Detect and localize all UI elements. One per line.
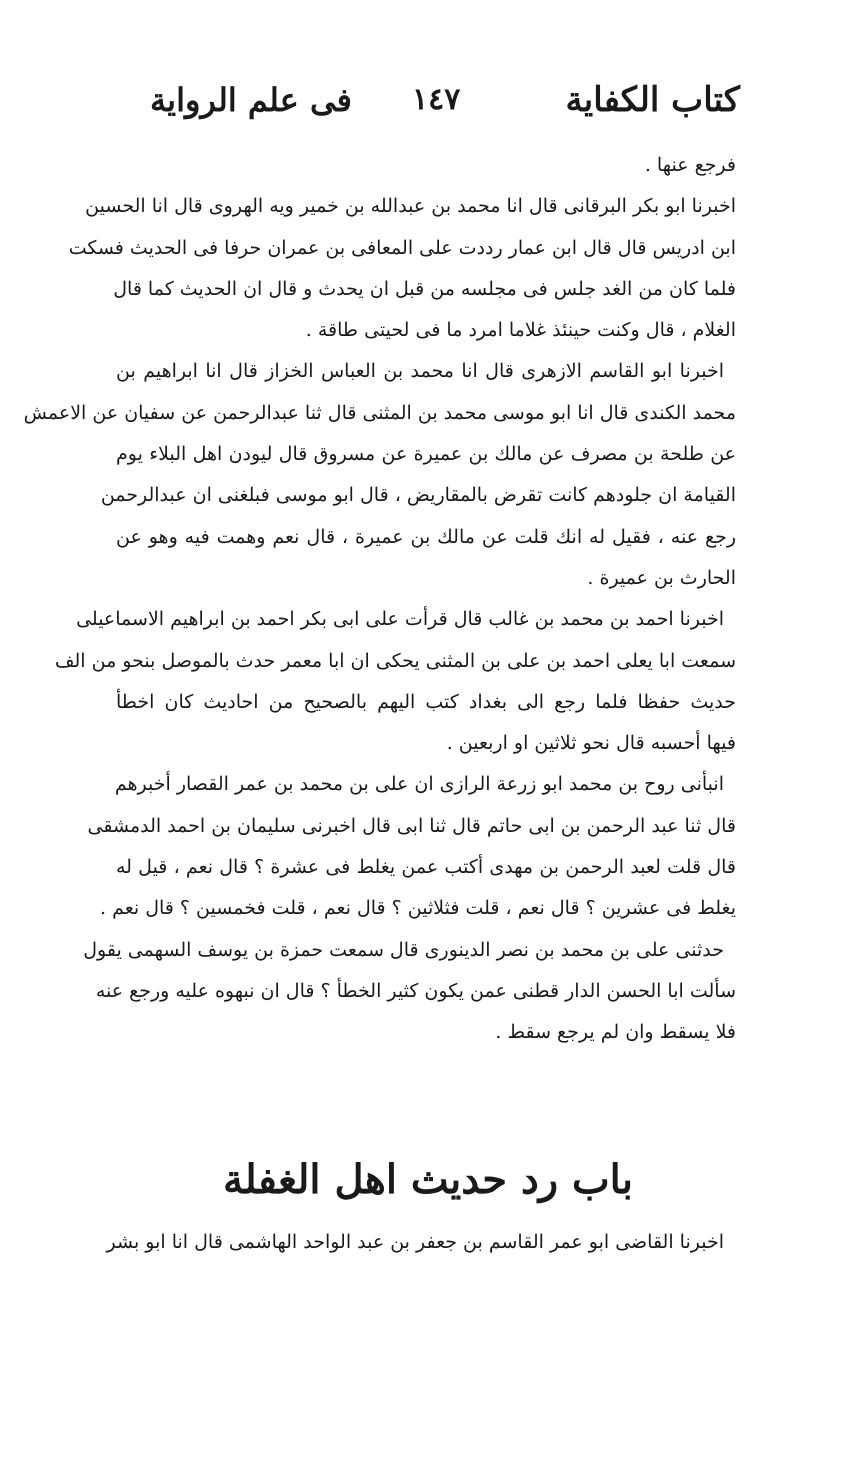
text-line: يغلط فى عشرين ؟ قال نعم ، قلت فثلاثين ؟ قال نعم ، قلت فخمسين ؟ قال نعم . — [100, 897, 736, 920]
text-line: القيامة ان جلودهم كانت تقرض بالمقاريض ، قال ابو موسى فبلغنى ان عبدالرحمن — [100, 484, 736, 507]
text-line: حدثنى على بن محمد بن نصر الدينورى قال سمعت حمزة بن يوسف السهمى يقول — [83, 938, 724, 961]
text-line: سألت ابا الحسن الدار قطنى عمن يكون كثير الخطأ ؟ قال ان نبهوه عليه ورجع عنه — [95, 979, 736, 1002]
text-line: الغلام ، قال وكنت حينئذ غلاما امرد ما فى لحيتى طاقة . — [305, 319, 736, 342]
text-line: ابن ادريس قال قال ابن عمار رددت على المعافى بن عمران حرفا فى الحديث فسكت — [68, 236, 736, 259]
text-line: فرجع عنها . — [644, 154, 736, 176]
text-line: فلما كان من الغد جلس فى مجلسه من قبل ان يحدث و قال ان الحديث كما قال — [113, 277, 736, 300]
text-line: محمد الكندى قال انا ابو موسى محمد بن المثنى قال ثنا عبدالرحمن عن سفيان عن الاعمش — [23, 401, 736, 424]
page-number: ١٤٧ — [412, 82, 461, 117]
running-subtitle: فى علم الرواية — [150, 81, 352, 119]
page-header — [150, 78, 740, 128]
text-line: حديث حفظا فلما رجع الى بغداد كتب اليهم بالصحيح من احاديث كان اخطأ — [116, 690, 736, 713]
running-title: كتاب الكفاية — [565, 80, 740, 120]
text-line: اخبرنا احمد بن محمد بن غالب قال قرأت على ابى بكر احمد بن ابراهيم الاسماعيلى — [76, 608, 724, 631]
text-line: فلا يسقط وان لم يرجع سقط . — [495, 1021, 736, 1044]
text-line: عن طلحة بن مصرف عن مالك بن عميرة عن مسروق قال ليودن اهل البلاء يوم — [116, 443, 736, 466]
text-line: اخبرنا القاضى ابو عمر القاسم بن جعفر بن عبد الواحد الهاشمى قال انا ابو بشر — [106, 1231, 724, 1253]
chapter-heading: باب رد حديث اهل الغفلة — [223, 1156, 633, 1203]
text-line: اخبرنا ابو بكر البرقانى قال انا محمد بن عبدالله بن خمير ويه الهروى قال انا الحسين — [85, 195, 736, 218]
text-line: اخبرنا ابو القاسم الازهرى قال انا محمد بن العباس الخزاز قال انا ابراهيم بن — [116, 360, 724, 383]
main-text — [23, 145, 736, 1054]
text-line: الحارث بن عميرة . — [587, 566, 736, 589]
chapter-first-line — [106, 1222, 736, 1263]
text-line: قال قلت لعبد الرحمن بن مهدى أكتب عمن يغلط فى عشرة ؟ قال نعم ، قيل له — [116, 856, 736, 879]
text-line: انبأنى روح بن محمد ابو زرعة الرازى ان على بن محمد بن عمر القصار أخبرهم — [114, 773, 724, 796]
text-line: فيها أحسبه قال نحو ثلاثين او اربعين . — [446, 732, 736, 755]
text-line: سمعت ابا يعلى احمد بن على بن المثنى يحكى ان ابا معمر حدث بالموصل بنحو من الف — [54, 649, 736, 672]
text-line: رجع عنه ، فقيل له انك قلت عن مالك بن عميرة ، قال نعم وهمت فيه وهو عن — [116, 525, 736, 548]
text-line: قال ثنا عبد الرحمن بن ابى حاتم قال ثنا ابى قال اخبرنى سليمان بن احمد الدمشقى — [87, 814, 736, 837]
